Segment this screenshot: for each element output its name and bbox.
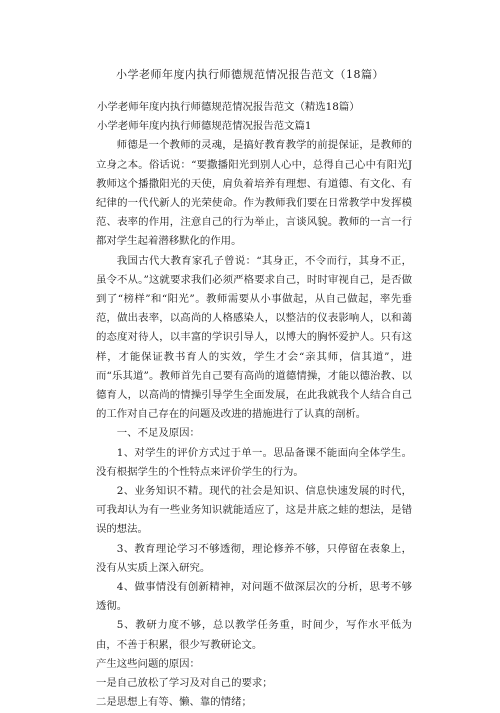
paragraph: 我国古代大教育家孔子曾说：“其身正，不令而行，其身不正，虽令不从。”这就要求我们必须严格要求自己，时时审视自己，是否做到了“榜样”和“阳光”。教师需要从小事做起，从自己做起，率先垂范，做出表率，以高尚的人格感染人，以整洁的仪表影响人，以和蔼的态度对待人，以丰富的学识引导人，以博大的胸怀爱护人。只有这样，才能保证教书育人的实效，学生才会“亲其师，信其道”，进而“乐其道”。教师首先自己要有高尚的道德情操，才能以德治教、以德育人，以高尚的情操引导学生全面发展，在此我就我个人结合自己的工作对自己存在的问题及改进的措施进行了认真的剖析。	[96, 254, 412, 421]
list-item: 3、教育理论学习不够透彻，理论修养不够，只停留在表象上，没有从实质上深入研究。	[96, 542, 412, 574]
list-item: 4、做事情没有创新精神，对问题不做深层次的分析，思考不够透彻。	[96, 581, 412, 613]
list-item: 5、教研力度不够，总以教学任务重，时间少，写作水平低为由，不善于积累，很少写教研论文。	[96, 619, 412, 651]
list-item: 1、对学生的评价方式过于单一。思品备课不能面向全体学生。没有根据学生的个性特点来评价学生的行为。	[96, 446, 412, 478]
paragraph: 产生这些问题的原因：	[96, 657, 200, 670]
document-subtitle: 小学老师年度内执行师德规范情况报告范文（精选18篇）	[97, 101, 360, 113]
list-item: 2、业务知识不精。现代的社会是知识、信息快速发展的时代，可我却认为有一些业务知识就能适应了，这是井底之蛙的想法，是错误的想法。	[96, 485, 412, 536]
list-item: 一是自己放松了学习及对自己的要求；	[96, 677, 273, 690]
list-item: 二是思想上有等、懒、靠的情绪；	[96, 696, 252, 709]
document-body	[96, 98, 412, 713]
document-title: 小学老师年度内执行师德规范情况报告范文（18篇）	[116, 68, 384, 81]
section-heading: 小学老师年度内执行师德规范情况报告范文篇1	[97, 120, 312, 133]
section-heading: 一、不足及原因：	[116, 427, 200, 440]
paragraph: 师德是一个教师的灵魂，是搞好教育教学的前提保证，是教师的立身之本。俗话说：“要撒播阳光到别人心中，总得自己心中有阳光J教师这个播撒阳光的天使，肩负着培养有理想、有道德、有文化、有纪律的一代代新人的光荣使命。作为教师我们要在日常教学中发挥模范、表率的作用，注意自己的行为举止，言谈风貌。教师的一言一行都对学生起着潜移默化的作用。	[96, 139, 412, 248]
